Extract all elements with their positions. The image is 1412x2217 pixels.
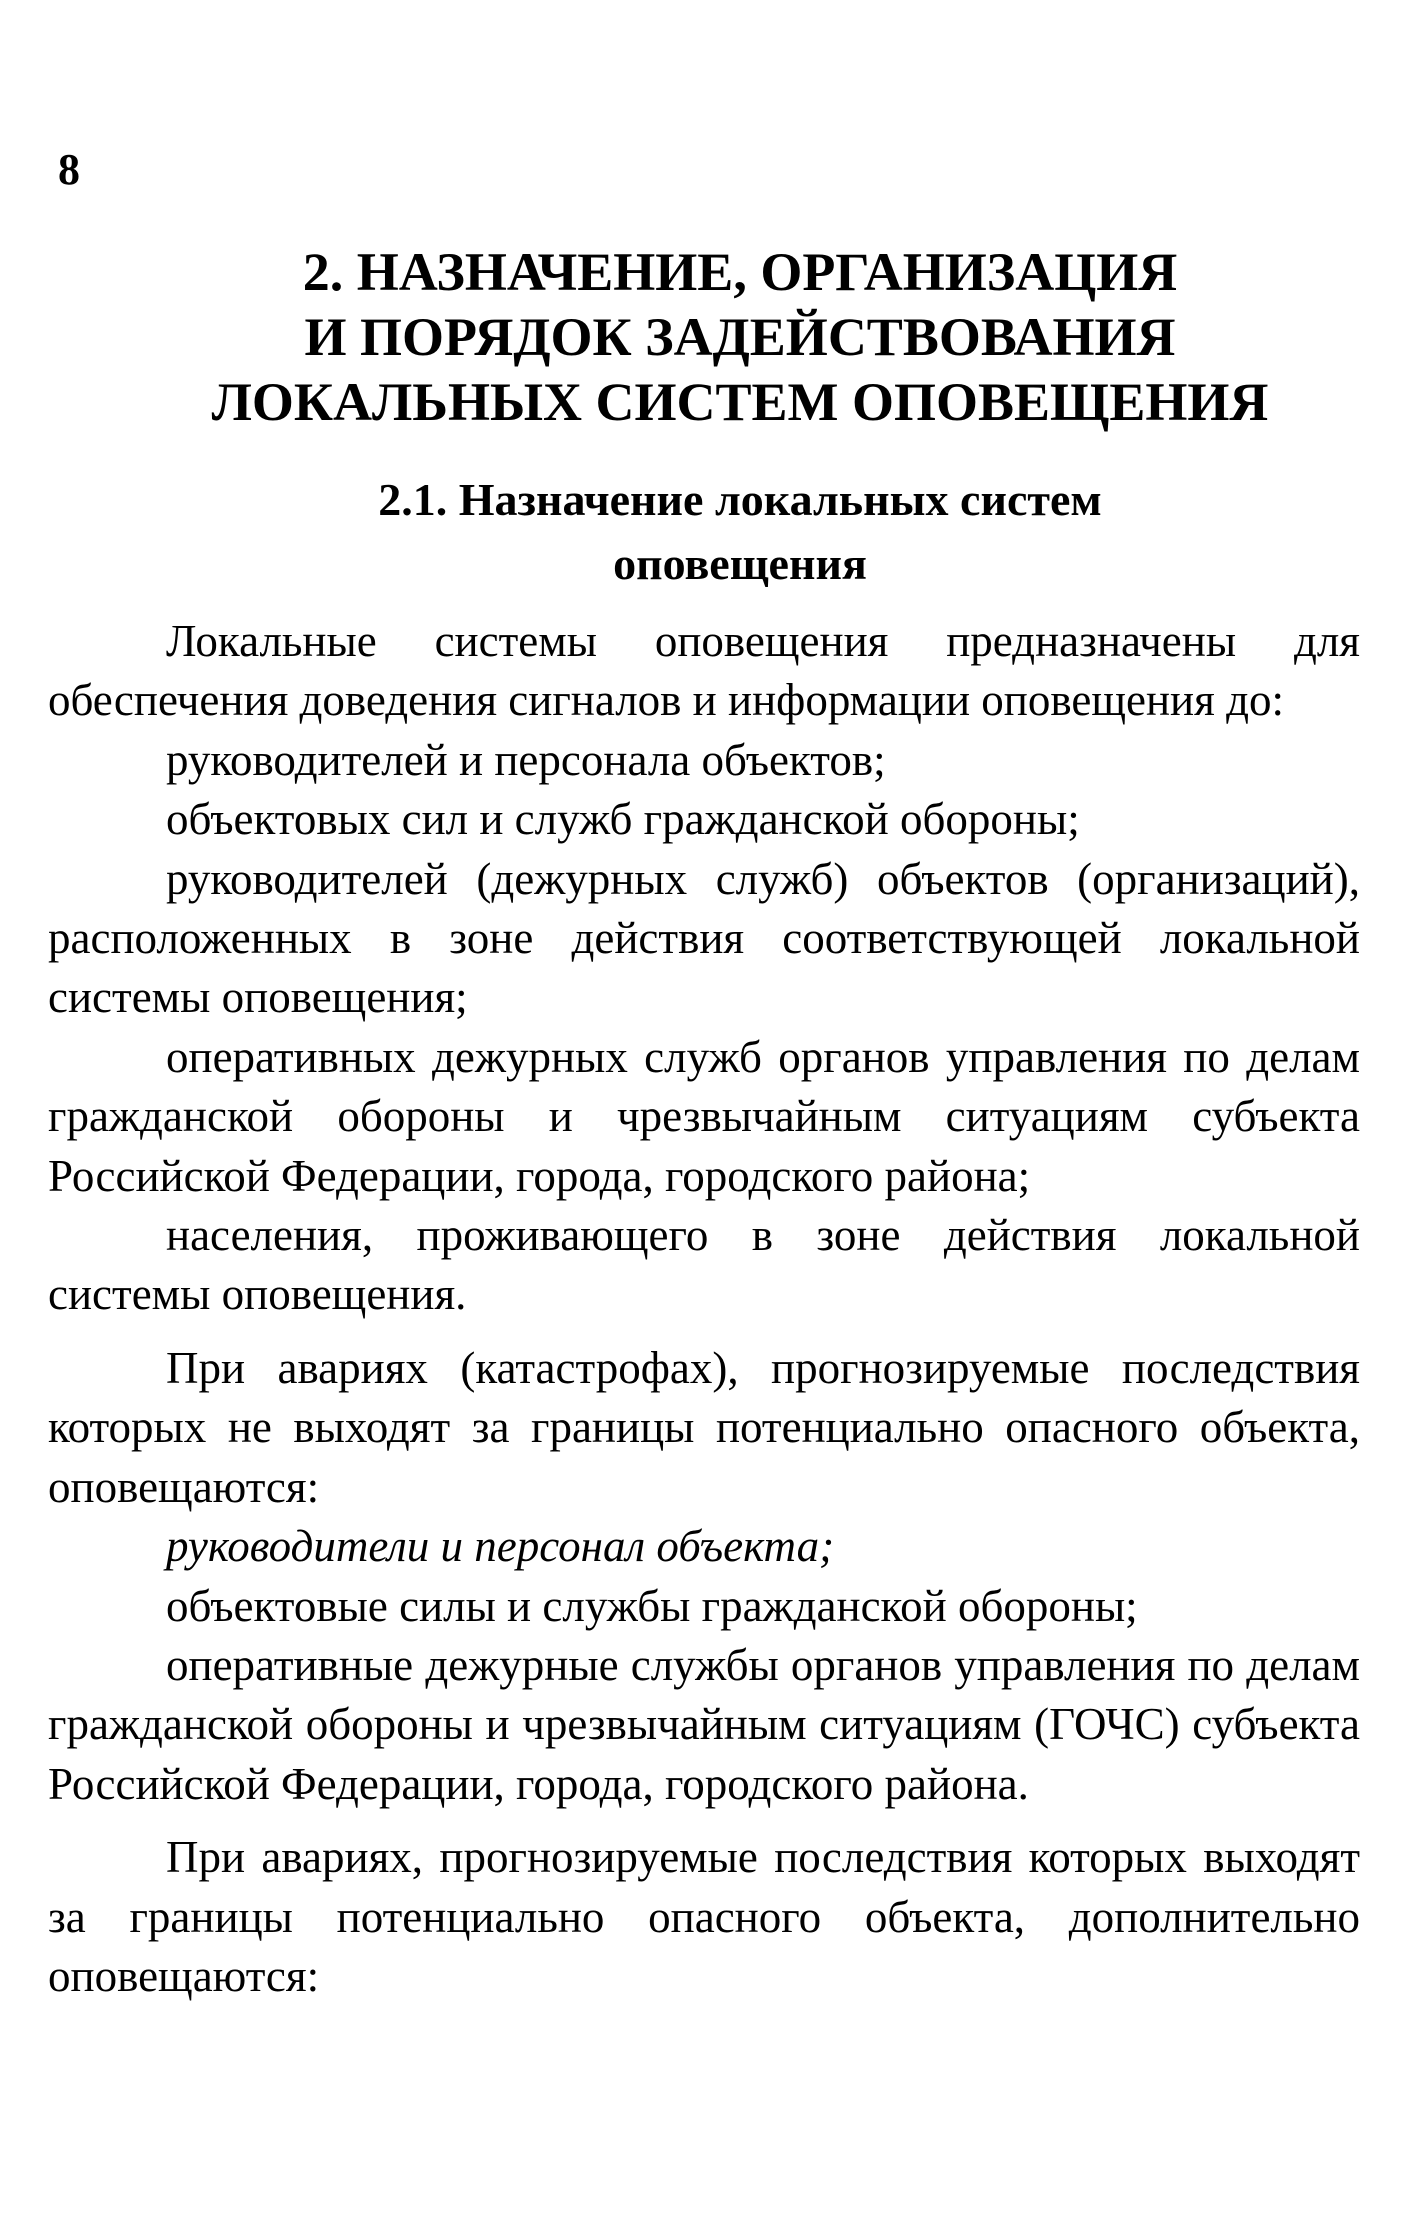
paragraph: Локальные системы оповещения предназначены для обеспечения доведения сигналов и информации оповещения до: [48, 616, 1360, 726]
list-item: объектовые силы и службы гражданской обороны; [166, 1580, 1138, 1631]
paragraph: При авариях (катастрофах), прогнозируемые последствия которых не выходят за границы потенциально опасного объекта, оповещаются: [48, 1342, 1360, 1512]
chapter-title-line: И ПОРЯДОК ЗАДЕЙСТВОВАНИЯ [304, 307, 1176, 367]
list-item: оперативных дежурных служб органов управления по делам гражданской обороны и чрезвычайным ситуациям субъекта Российской Федерации, города, городского района; [48, 1031, 1360, 1201]
list-item: руководителей (дежурных служб) объектов (организаций), расположенных в зоне действия соответствующей локальной системы оповещения; [48, 853, 1360, 1023]
chapter-title-line: 2. НАЗНАЧЕНИЕ, ОРГАНИЗАЦИЯ [302, 242, 1178, 302]
section-title-line: 2.1. Назначение локальных систем [378, 474, 1102, 525]
list-item: объектовых сил и служб гражданской обороны; [166, 794, 1080, 845]
paragraph: При авариях, прогнозируемые последствия которых выходят за границы потенциально опасного объекта, дополнительно оповещаются: [48, 1832, 1360, 2001]
chapter-title [120, 240, 1360, 435]
page-number: 8 [58, 145, 80, 194]
chapter-title-line: ЛОКАЛЬНЫХ СИСТЕМ ОПОВЕЩЕНИЯ [211, 372, 1269, 432]
list-item: населения, проживающего в зоне действия локальной системы оповещения. [48, 1210, 1360, 1320]
section-title [160, 468, 1320, 596]
list-item: руководителей и персонала объектов; [166, 734, 886, 785]
list-item: оперативные дежурные службы органов управления по делам гражданской обороны и чрезвычайным ситуациям (ГОЧС) субъекта Российской Федерации, города, городского района. [48, 1639, 1360, 1809]
section-title-line: оповещения [613, 538, 867, 589]
body-text [48, 612, 1360, 2006]
list-item: руководители и персонал объекта; [166, 1521, 835, 1572]
